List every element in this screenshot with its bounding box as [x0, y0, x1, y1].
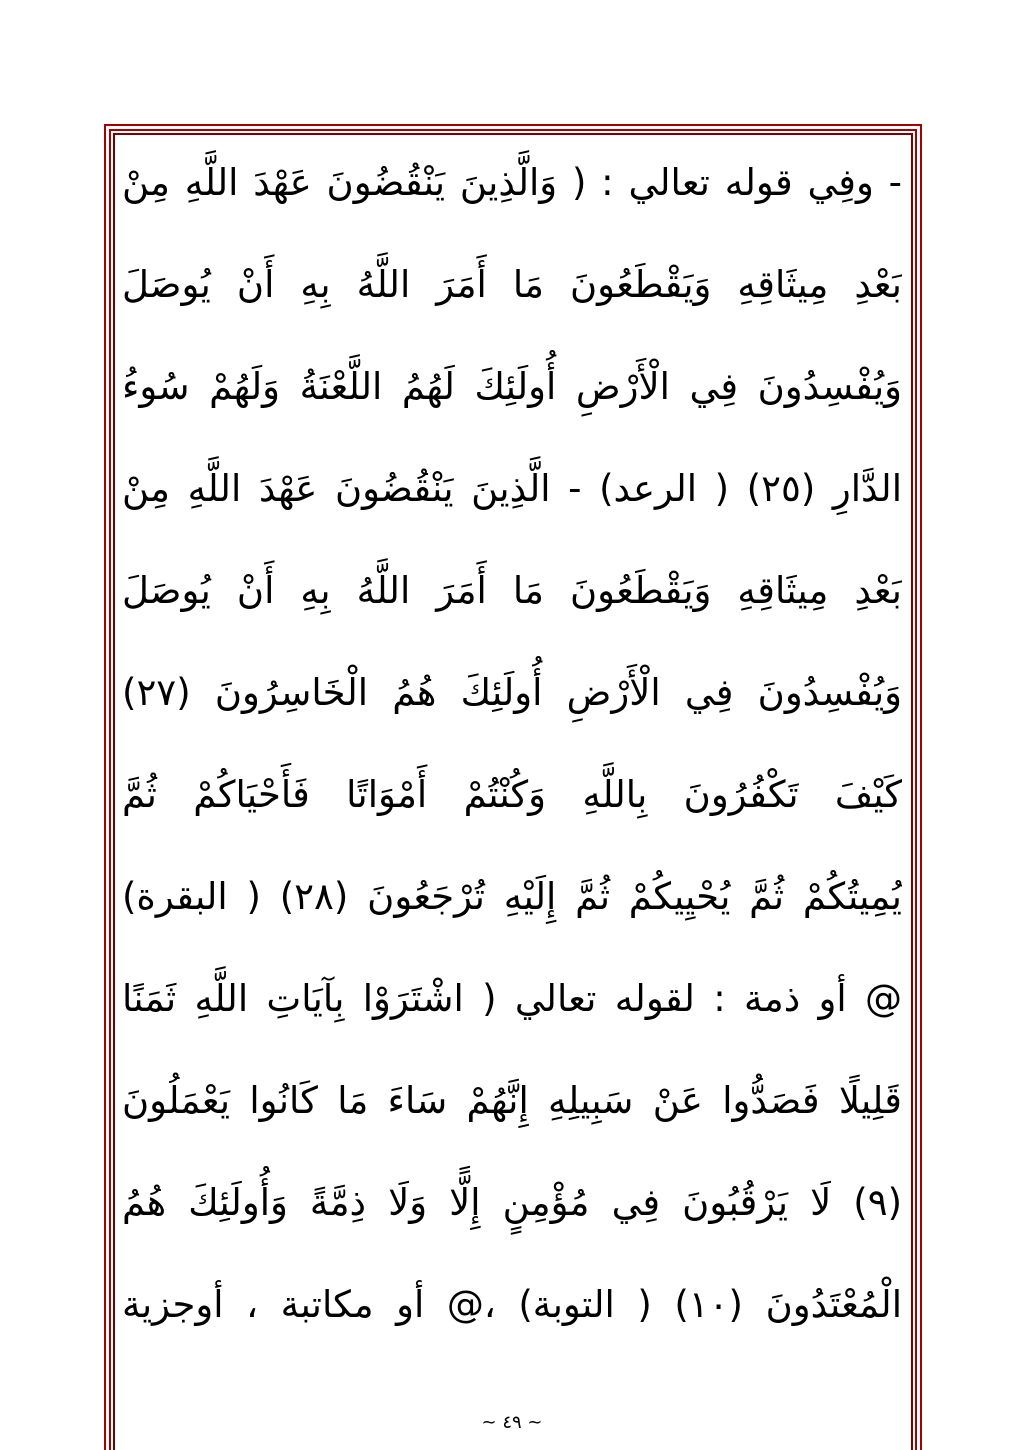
arabic-text-body [122, 132, 902, 1356]
text-line: بَعْدِ مِيثَاقِهِ وَيَقْطَعُونَ مَا أَمَرَ اللَّهُ بِهِ أَنْ يُوصَلَ [122, 569, 902, 612]
text-line: (٩) لَا يَرْقُبُونَ فِي مُؤْمِنٍ إِلًّا وَلَا ذِمَّةً وَأُولَئِكَ هُمُ [122, 1181, 902, 1224]
text-line: - وفِي قوله تعالي : ( وَالَّذِينَ يَنْقُضُونَ عَهْدَ اللَّهِ مِنْ [122, 161, 902, 204]
text-line: كَيْفَ تَكْفُرُونَ بِاللَّهِ وَكُنْتُمْ أَمْوَاتًا فَأَحْيَاكُمْ ثُمَّ [122, 773, 902, 816]
text-line: الدَّارِ (٢٥) ( الرعد) - الَّذِينَ يَنْقُضُونَ عَهْدَ اللَّهِ مِنْ [122, 467, 902, 510]
text-line: وَيُفْسِدُونَ فِي الْأَرْضِ أُولَئِكَ لَهُمُ اللَّعْنَةُ وَلَهُمْ سُوءُ [122, 365, 902, 408]
text-line: @ أو ذمة : لقوله تعالي ( اشْتَرَوْا بِآيَاتِ اللَّهِ ثَمَنًا [122, 977, 902, 1020]
text-line: الْمُعْتَدُونَ (١٠) ( التوبة) ،@ أو مكاتبة ، أوجزية [122, 1283, 902, 1326]
text-line: قَلِيلًا فَصَدُّوا عَنْ سَبِيلِهِ إِنَّهُمْ سَاءَ مَا كَانُوا يَعْمَلُونَ [122, 1079, 902, 1122]
text-line: بَعْدِ مِيثَاقِهِ وَيَقْطَعُونَ مَا أَمَرَ اللَّهُ بِهِ أَنْ يُوصَلَ [122, 263, 902, 306]
text-line: يُمِيتُكُمْ ثُمَّ يُحْيِيكُمْ ثُمَّ إِلَيْهِ تُرْجَعُونَ (٢٨) ( البقرة) [122, 875, 902, 918]
text-line: وَيُفْسِدُونَ فِي الْأَرْضِ أُولَئِكَ هُمُ الْخَاسِرُونَ (٢٧) [122, 671, 902, 714]
page-number: ~ ٤٩ ~ [481, 1412, 543, 1433]
